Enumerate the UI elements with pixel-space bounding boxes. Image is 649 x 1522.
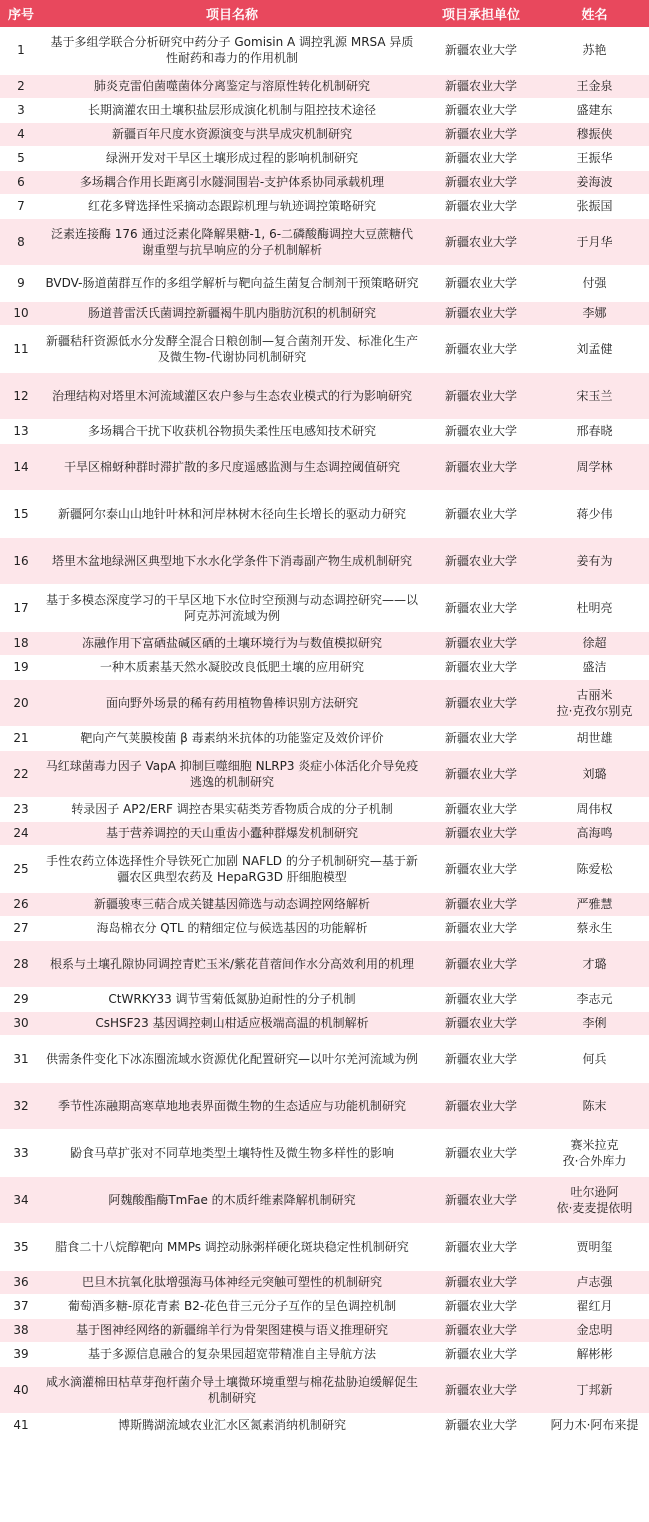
project-title: 马红球菌毒力因子 VapA 抑制巨噬细胞 NLRP3 炎症小体活化介导免疫逃逸的机制研究 <box>42 750 422 797</box>
row-number: 36 <box>0 1270 42 1294</box>
project-title: 海岛棉衣分 QTL 的精细定位与候选基因的功能解析 <box>42 916 422 940</box>
row-number: 24 <box>0 821 42 845</box>
project-title: 肺炎克雷伯菌噬菌体分离鉴定与溶原性转化机制研究 <box>42 74 422 98</box>
row-number: 9 <box>0 265 42 301</box>
person-name: 穆振侠 <box>540 122 649 146</box>
table-row <box>0 146 649 170</box>
row-number: 2 <box>0 74 42 98</box>
project-unit: 新疆农业大学 <box>422 655 540 679</box>
project-title: 多场耦合作用长距离引水隧洞围岩-支护体系协同承载机理 <box>42 170 422 194</box>
table-row <box>0 122 649 146</box>
person-name: 才璐 <box>540 940 649 987</box>
project-title: CtWRKY33 调节雪菊低氮胁迫耐性的分子机制 <box>42 987 422 1011</box>
table-row <box>0 845 649 892</box>
person-name: 姜有为 <box>540 537 649 584</box>
project-unit: 新疆农业大学 <box>422 797 540 821</box>
row-number: 8 <box>0 218 42 265</box>
row-number: 25 <box>0 845 42 892</box>
row-number: 3 <box>0 98 42 122</box>
person-name: 丁邦新 <box>540 1366 649 1413</box>
person-name: 李志元 <box>540 987 649 1011</box>
project-unit: 新疆农业大学 <box>422 821 540 845</box>
table-row <box>0 1011 649 1035</box>
header-no: 序号 <box>7 8 34 23</box>
project-title: 腊食二十八烷醇靶向 MMPs 调控动脉粥样硬化斑块稳定性机制研究 <box>42 1223 422 1270</box>
table-row <box>0 892 649 916</box>
project-title: 靶向产气荚膜梭菌 β 毒素纳米抗体的功能鉴定及效价评价 <box>42 726 422 750</box>
project-title: 泛素连接酶 176 通过泛素化降解果糖-1, 6-二磷酸酶调控大豆蔗糖代谢重塑与抗旱响应的分子机制解析 <box>42 218 422 265</box>
table-row <box>0 1270 649 1294</box>
row-number: 31 <box>0 1035 42 1082</box>
project-title: 季节性冻融期高寒草地地表界面微生物的生态适应与功能机制研究 <box>42 1082 422 1129</box>
row-number: 21 <box>0 726 42 750</box>
project-title: 基于图神经网络的新疆绵羊行为骨架图建模与语义推理研究 <box>42 1318 422 1342</box>
person-name: 周伟权 <box>540 797 649 821</box>
table-row <box>0 98 649 122</box>
table-row <box>0 27 649 74</box>
person-name: 阿力木·阿布来提 <box>540 1413 649 1437</box>
project-title: 治理结构对塔里木河流域灌区农户参与生态农业模式的行为影响研究 <box>42 372 422 419</box>
row-number: 26 <box>0 892 42 916</box>
project-title: 绿洲开发对干旱区土壤形成过程的影响机制研究 <box>42 146 422 170</box>
project-title: 基于多组学联合分析研究中药分子 Gomisin A 调控乳源 MRSA 异质性耐药和毒力的作用机制 <box>42 27 422 74</box>
person-name: 陈末 <box>540 1082 649 1129</box>
header-unit: 项目承担单位 <box>441 8 520 23</box>
person-name: 盛洁 <box>540 655 649 679</box>
project-title: 基于营养调控的天山重齿小蠹种群爆发机制研究 <box>42 821 422 845</box>
person-name: 严雅慧 <box>540 892 649 916</box>
table-row <box>0 655 649 679</box>
row-number: 40 <box>0 1366 42 1413</box>
project-title: 鼢食马草扩张对不同草地类型土壤特性及微生物多样性的影响 <box>42 1129 422 1176</box>
row-number: 19 <box>0 655 42 679</box>
table-body <box>0 27 649 1437</box>
person-name: 刘孟健 <box>540 325 649 372</box>
row-number: 29 <box>0 987 42 1011</box>
person-name: 金忠明 <box>540 1318 649 1342</box>
project-unit: 新疆农业大学 <box>422 1413 540 1437</box>
project-unit: 新疆农业大学 <box>422 122 540 146</box>
project-unit: 新疆农业大学 <box>422 1342 540 1366</box>
project-title: 肠道普雷沃氏菌调控新疆褐牛肌内脂肪沉积的机制研究 <box>42 301 422 325</box>
person-name: 翟红月 <box>540 1294 649 1318</box>
person-name: 解彬彬 <box>540 1342 649 1366</box>
header-title: 项目名称 <box>205 8 258 23</box>
project-title: 博斯腾湖流域农业汇水区氮素消纳机制研究 <box>42 1413 422 1437</box>
project-unit: 新疆农业大学 <box>422 265 540 301</box>
table-row <box>0 1223 649 1270</box>
person-name: 李俐 <box>540 1011 649 1035</box>
row-number: 7 <box>0 194 42 218</box>
row-number: 10 <box>0 301 42 325</box>
project-unit: 新疆农业大学 <box>422 74 540 98</box>
project-title: 红花多臂选择性采摘动态跟踪机理与轨迹调控策略研究 <box>42 194 422 218</box>
person-name: 苏艳 <box>540 27 649 74</box>
project-title: 新疆秸秆资源低水分发酵全混合日粮创制—复合菌剂开发、标准化生产及微生物-代谢协同机制研究 <box>42 325 422 372</box>
project-unit: 新疆农业大学 <box>422 1223 540 1270</box>
project-unit: 新疆农业大学 <box>422 443 540 490</box>
person-name: 何兵 <box>540 1035 649 1082</box>
project-unit: 新疆农业大学 <box>422 194 540 218</box>
table-row <box>0 1318 649 1342</box>
table-row <box>0 940 649 987</box>
project-title: 新疆骏枣三萜合成关键基因筛选与动态调控网络解析 <box>42 892 422 916</box>
row-number: 35 <box>0 1223 42 1270</box>
table-row <box>0 797 649 821</box>
project-title: 根系与土壤孔隙协同调控青贮玉米/紫花苜蓿间作水分高效利用的机理 <box>42 940 422 987</box>
project-title: 阿魏酸酯酶TmFae 的木质纤维素降解机制研究 <box>42 1176 422 1223</box>
person-name: 王金泉 <box>540 74 649 98</box>
project-unit: 新疆农业大学 <box>422 1176 540 1223</box>
person-name: 李娜 <box>540 301 649 325</box>
row-number: 12 <box>0 372 42 419</box>
table-row <box>0 1129 649 1176</box>
table-row <box>0 726 649 750</box>
project-unit: 新疆农业大学 <box>422 301 540 325</box>
row-number: 23 <box>0 797 42 821</box>
project-title: BVDV-肠道菌群互作的多组学解析与靶向益生菌复合制剂干预策略研究 <box>42 265 422 301</box>
person-name: 赛米拉克 孜·合外库力 <box>540 1129 649 1176</box>
project-unit: 新疆农业大学 <box>422 419 540 443</box>
person-name: 宋玉兰 <box>540 372 649 419</box>
table-row <box>0 325 649 372</box>
row-number: 11 <box>0 325 42 372</box>
project-unit: 新疆农业大学 <box>422 1082 540 1129</box>
table-row <box>0 490 649 537</box>
project-title: 手性农药立体选择性介导铁死亡加剧 NAFLD 的分子机制研究—基于新疆农区典型农药及 HepaRG3D 肝细胞模型 <box>42 845 422 892</box>
project-unit: 新疆农业大学 <box>422 218 540 265</box>
project-unit: 新疆农业大学 <box>422 1294 540 1318</box>
person-name: 于月华 <box>540 218 649 265</box>
person-name: 邢春晓 <box>540 419 649 443</box>
row-number: 33 <box>0 1129 42 1176</box>
table-row <box>0 750 649 797</box>
project-unit: 新疆农业大学 <box>422 987 540 1011</box>
table-row <box>0 1413 649 1437</box>
row-number: 6 <box>0 170 42 194</box>
project-unit: 新疆农业大学 <box>422 98 540 122</box>
project-unit: 新疆农业大学 <box>422 631 540 655</box>
row-number: 17 <box>0 584 42 631</box>
table-row <box>0 218 649 265</box>
project-title: 基于多模态深度学习的干旱区地下水位时空预测与动态调控研究——以阿克苏河流域为例 <box>42 584 422 631</box>
row-number: 28 <box>0 940 42 987</box>
person-name: 蔡永生 <box>540 916 649 940</box>
table-row <box>0 1082 649 1129</box>
row-number: 38 <box>0 1318 42 1342</box>
person-name: 吐尔逊阿 依·麦麦提依明 <box>540 1176 649 1223</box>
row-number: 39 <box>0 1342 42 1366</box>
person-name: 付强 <box>540 265 649 301</box>
row-number: 37 <box>0 1294 42 1318</box>
row-number: 16 <box>0 537 42 584</box>
project-title: 巴旦木抗氧化肽增强海马体神经元突触可塑性的机制研究 <box>42 1270 422 1294</box>
table-row <box>0 194 649 218</box>
person-name: 陈爱松 <box>540 845 649 892</box>
person-name: 贾明玺 <box>540 1223 649 1270</box>
project-unit: 新疆农业大学 <box>422 1035 540 1082</box>
project-unit: 新疆农业大学 <box>422 1011 540 1035</box>
project-unit: 新疆农业大学 <box>422 537 540 584</box>
table-row <box>0 170 649 194</box>
project-unit: 新疆农业大学 <box>422 325 540 372</box>
person-name: 高海鸣 <box>540 821 649 845</box>
project-unit: 新疆农业大学 <box>422 1318 540 1342</box>
table-row <box>0 265 649 301</box>
project-title: 基于多源信息融合的复杂果园超宽带精准自主导航方法 <box>42 1342 422 1366</box>
project-title: 新疆阿尔泰山山地针叶林和河岸林树木径向生长增长的驱动力研究 <box>42 490 422 537</box>
project-unit: 新疆农业大学 <box>422 146 540 170</box>
row-number: 41 <box>0 1413 42 1437</box>
table-row <box>0 1366 649 1413</box>
table-row <box>0 301 649 325</box>
project-title: 塔里木盆地绿洲区典型地下水水化学条件下消毒副产物生成机制研究 <box>42 537 422 584</box>
project-title: 咸水滴灌棉田枯草芽孢杆菌介导土壤微环境重塑与棉花盐胁迫缓解促生机制研究 <box>42 1366 422 1413</box>
table-row <box>0 1176 649 1223</box>
project-unit: 新疆农业大学 <box>422 372 540 419</box>
project-unit: 新疆农业大学 <box>422 750 540 797</box>
row-number: 1 <box>0 27 42 74</box>
header-name: 姓名 <box>581 8 608 23</box>
table-row <box>0 916 649 940</box>
project-unit: 新疆农业大学 <box>422 584 540 631</box>
row-number: 22 <box>0 750 42 797</box>
row-number: 20 <box>0 679 42 726</box>
project-unit: 新疆农业大学 <box>422 892 540 916</box>
project-unit: 新疆农业大学 <box>422 1270 540 1294</box>
row-number: 15 <box>0 490 42 537</box>
table-row <box>0 443 649 490</box>
row-number: 13 <box>0 419 42 443</box>
project-unit: 新疆农业大学 <box>422 490 540 537</box>
project-unit: 新疆农业大学 <box>422 170 540 194</box>
row-number: 34 <box>0 1176 42 1223</box>
project-unit: 新疆农业大学 <box>422 940 540 987</box>
table-row <box>0 631 649 655</box>
table-row <box>0 372 649 419</box>
table-row <box>0 537 649 584</box>
row-number: 14 <box>0 443 42 490</box>
table-row <box>0 1035 649 1082</box>
project-title: 多场耦合干扰下收获机谷物损失柔性压电感知技术研究 <box>42 419 422 443</box>
person-name: 古丽米 拉·克孜尔别克 <box>540 679 649 726</box>
row-number: 4 <box>0 122 42 146</box>
project-title: 葡萄酒多糖-原花青素 B2-花色苷三元分子互作的呈色调控机制 <box>42 1294 422 1318</box>
person-name: 刘璐 <box>540 750 649 797</box>
table-header-row <box>0 0 649 27</box>
table-row <box>0 1342 649 1366</box>
person-name: 蒋少伟 <box>540 490 649 537</box>
project-title: 新疆百年尺度水资源演变与洪旱成灾机制研究 <box>42 122 422 146</box>
person-name: 胡世雄 <box>540 726 649 750</box>
project-title: 干旱区棉蚜种群时滞扩散的多尺度遥感监测与生态调控阈值研究 <box>42 443 422 490</box>
table-row <box>0 74 649 98</box>
person-name: 周学林 <box>540 443 649 490</box>
row-number: 32 <box>0 1082 42 1129</box>
project-title: 长期滴灌农田土壤积盐层形成演化机制与阻控技术途径 <box>42 98 422 122</box>
row-number: 5 <box>0 146 42 170</box>
project-unit: 新疆农业大学 <box>422 726 540 750</box>
table-row <box>0 987 649 1011</box>
project-unit: 新疆农业大学 <box>422 916 540 940</box>
person-name: 王振华 <box>540 146 649 170</box>
project-unit: 新疆农业大学 <box>422 1129 540 1176</box>
person-name: 徐超 <box>540 631 649 655</box>
person-name: 杜明亮 <box>540 584 649 631</box>
project-title: 供需条件变化下冰冻圈流域水资源优化配置研究—以叶尔羌河流域为例 <box>42 1035 422 1082</box>
project-title: CsHSF23 基因调控刺山柑适应极端高温的机制解析 <box>42 1011 422 1035</box>
row-number: 18 <box>0 631 42 655</box>
row-number: 27 <box>0 916 42 940</box>
project-title: 转录因子 AP2/ERF 调控杏果实萜类芳香物质合成的分子机制 <box>42 797 422 821</box>
table-row <box>0 679 649 726</box>
project-title: 一种木质素基天然水凝胶改良低肥土壤的应用研究 <box>42 655 422 679</box>
project-unit: 新疆农业大学 <box>422 27 540 74</box>
person-name: 姜海波 <box>540 170 649 194</box>
project-title: 冻融作用下富硒盐碱区硒的土壤环境行为与数值模拟研究 <box>42 631 422 655</box>
table-row <box>0 419 649 443</box>
person-name: 盛建东 <box>540 98 649 122</box>
project-unit: 新疆农业大学 <box>422 845 540 892</box>
person-name: 张振国 <box>540 194 649 218</box>
person-name: 卢志强 <box>540 1270 649 1294</box>
table-row <box>0 1294 649 1318</box>
project-unit: 新疆农业大学 <box>422 679 540 726</box>
project-unit: 新疆农业大学 <box>422 1366 540 1413</box>
table-row <box>0 821 649 845</box>
table-row <box>0 584 649 631</box>
row-number: 30 <box>0 1011 42 1035</box>
project-title: 面向野外场景的稀有药用植物鲁棒识别方法研究 <box>42 679 422 726</box>
